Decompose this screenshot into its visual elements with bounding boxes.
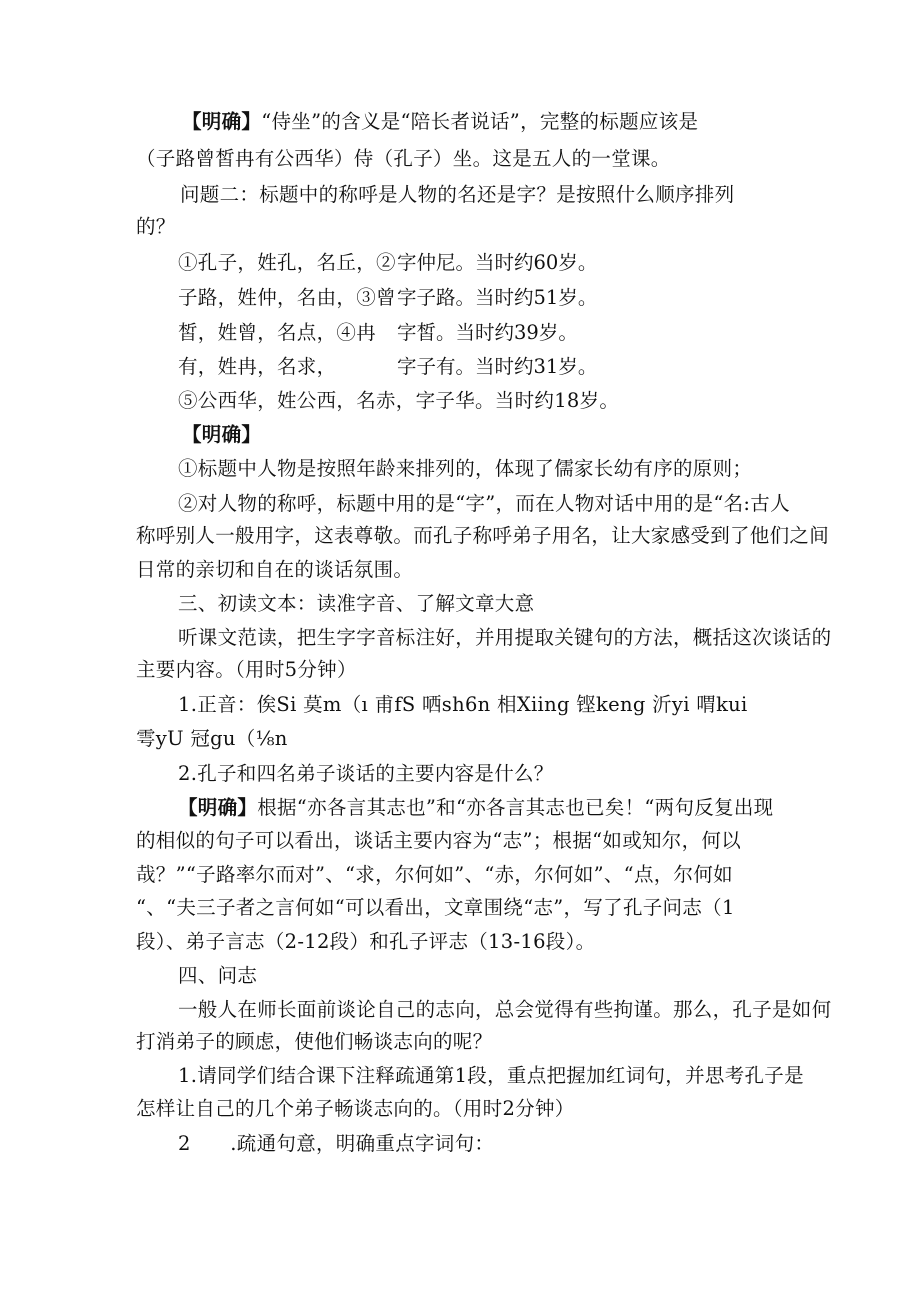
paragraph-line: ①标题中人物是按照年龄来排列的，体现了儒家长幼有序的原则； <box>178 457 753 480</box>
paragraph-line: “、“夫三子者之言何如“可以看出，文章围绕“志”，写了孔子问志（1 <box>136 896 735 919</box>
table-cell: 有，姓冉，名求， <box>178 355 337 378</box>
paragraph-line: ⑤公西华，姓公西，名赤，字子华。当时约18岁。 <box>178 389 620 412</box>
section-heading: 四、问志 <box>178 964 258 987</box>
paragraph-line <box>182 108 698 136</box>
paragraph-line: 1.请同学们结合课下注释疏通第1段，重点把握加红词句，并思考孔子是 <box>178 1064 804 1087</box>
paragraph-line: 的相似的句子可以看出，谈话主要内容为“志”；根据“如或知尔，何以 <box>136 829 742 852</box>
paragraph-line: 哉？”“子路率尔而对”、“求，尔何如”、“赤，尔何如”、“点，尔何如 <box>136 863 733 886</box>
paragraph-line: 段）、弟子言志（2-12段）和孔子评志（13-16段）。 <box>136 930 596 953</box>
table-cell: 子路，姓仲，名由，③曾 <box>178 286 396 309</box>
paragraph-line: 日常的亲切和自在的谈话氛围。 <box>136 558 414 581</box>
paragraph-line: 听课文范读，把生字字音标注好，并用提取关键句的方法，概括这次谈话的 <box>178 626 832 649</box>
paragraph-line: ②对人物的称呼，标题中用的是“字”，而在人物对话中用的是“名:古人 <box>178 492 790 515</box>
paragraph-line: 2.孔子和四名弟子谈话的主要内容是什么？ <box>178 762 554 785</box>
paragraph-line: 打消弟子的顾虑，使他们畅谈志向的呢？ <box>136 1030 493 1053</box>
paragraph-line: 问题二：标题中的称呼是人物的名还是字？是按照什么顺序排列 <box>180 183 735 206</box>
table-cell: 皙，姓曾，名点，④冉 <box>178 321 377 344</box>
table-cell: 字子有。当时约31岁。 <box>397 355 598 378</box>
emphasis-label: 【明确】 <box>182 423 262 446</box>
paragraph-line <box>178 794 773 822</box>
line-text: “侍坐”的含义是“陪长者说话”，完整的标题应该是 <box>261 110 699 133</box>
table-cell: 字仲尼。当时约60岁。 <box>397 251 598 274</box>
paragraph-line: 一般人在师长面前谈论自己的志向，总会觉得有些拘谨。那么，孔子是如何 <box>178 998 832 1021</box>
table-cell: 字皙。当时约39岁。 <box>397 321 578 344</box>
emphasis-label: 【明确】 <box>182 110 262 133</box>
emphasis-label: 【明确】 <box>178 796 258 819</box>
paragraph-line: 雩yU 冠gu（⅛n <box>136 727 288 750</box>
paragraph-line: 1.正音：俟Si 莫m（ı 甫fS 哂sh6n 相Xiing 铿keng 沂yi 喟kui <box>178 693 748 716</box>
paragraph-line: 主要内容。（用时5分钟） <box>136 658 357 681</box>
paragraph-line: （子路曾皙冉有公西华）侍（孔子）坐。这是五人的一堂课。 <box>136 147 671 170</box>
line-text: 根据“亦各言其志也”和“亦各言其志也已矣！“两句反复出现 <box>257 796 774 819</box>
paragraph-line: 称呼别人一般用字，这表尊敬。而孔子称呼弟子用名，让大家感受到了他们之间 <box>136 524 830 547</box>
paragraph-line: 2 .疏通句意，明确重点字词句： <box>178 1132 495 1155</box>
paragraph-line: 怎样让自己的几个弟子畅谈志向的。（用时2分钟） <box>136 1097 575 1120</box>
paragraph-line: 的？ <box>136 215 176 238</box>
table-cell: ①孔子，姓孔，名丘，② <box>178 251 396 274</box>
table-cell: 字子路。当时约51岁。 <box>397 286 598 309</box>
section-heading: 三、初读文本：读准字音、了解文章大意 <box>178 592 535 615</box>
